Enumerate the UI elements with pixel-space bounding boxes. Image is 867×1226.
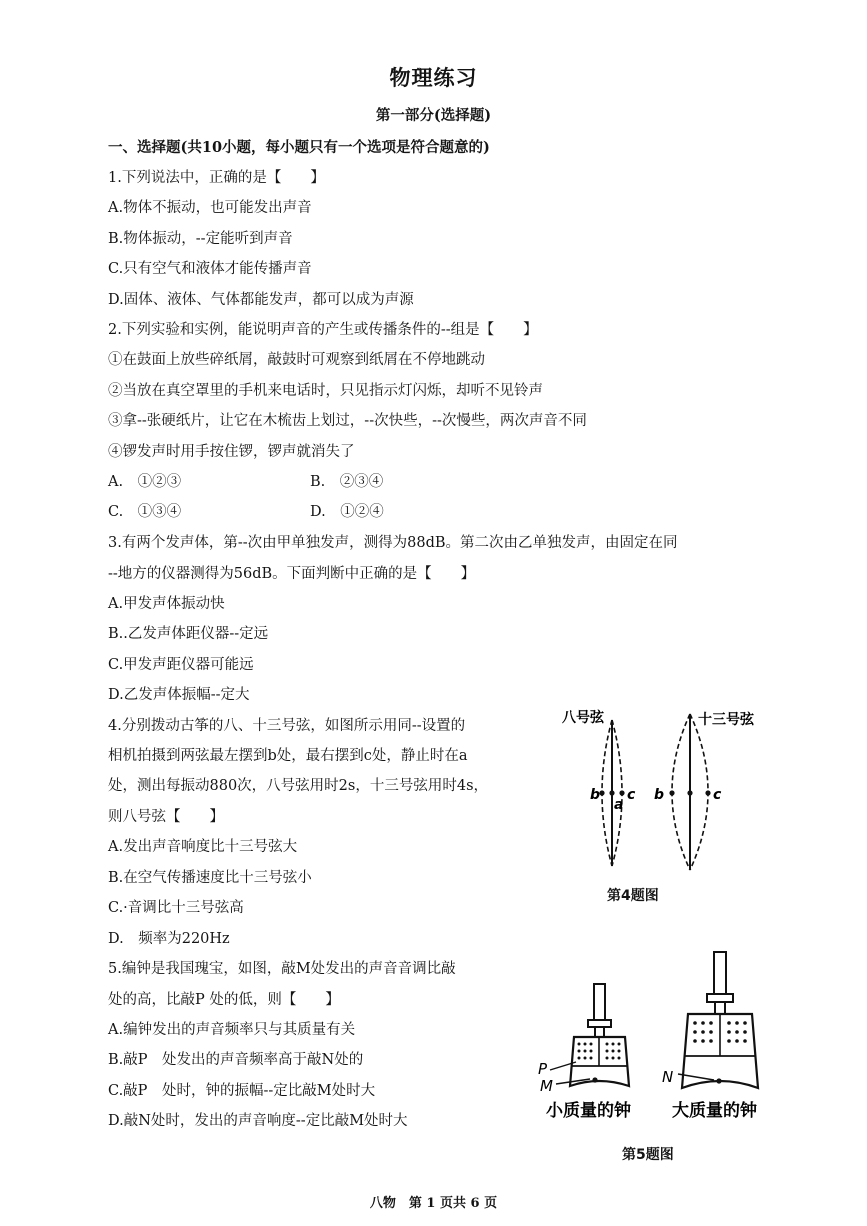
question-2-option-b: B. ②③④ [310, 474, 384, 490]
large-bell-label-n: N [662, 1068, 674, 1086]
question-4-stem-line-1: 4.分别拨动古筝的八、十三号弦，如图所示用同--设置的 [108, 718, 466, 734]
string-thirteen-label-b: b [654, 787, 665, 803]
question-5-option-a: A.编钟发出的声音频率只与其质量有关 [108, 1022, 356, 1038]
question-3-option-d: D.乙发声体振幅--定大 [108, 687, 250, 703]
figure-5-caption: 第5题图 [622, 1147, 674, 1163]
string-eight-point-c [619, 790, 624, 795]
question-2-item-3: ③拿--张硬纸片，让它在木梳齿上划过，--次快些，--次慢些，两次声音不同 [108, 413, 587, 429]
question-3-option-c: C.甲发声距仪器可能远 [108, 657, 254, 673]
question-5-option-c: C.敲P 处时，钟的振幅--定比敲M处时大 [108, 1083, 376, 1099]
question-4-option-c: C.·音调比十三号弦高 [108, 900, 244, 916]
question-2-option-d: D. ①②④ [310, 504, 384, 520]
large-bell-neck [715, 1002, 725, 1014]
string-thirteen-point-b [669, 790, 674, 795]
question-1-stem: 1.下列说法中，正确的是【 】 [108, 170, 325, 186]
question-4-option-b: B.在空气传播速度比十三号弦小 [108, 870, 312, 886]
question-2-stem: 2.下列实验和实例，能说明声音的产生或传播条件的--组是【 】 [108, 322, 538, 338]
question-4-option-d: D. 频率为220Hz [108, 931, 230, 947]
large-bell-caption: 大质量的钟 [672, 1101, 757, 1121]
question-2-option-c: C. ①③④ [108, 504, 182, 520]
small-bell-neck [595, 1027, 604, 1037]
string-eight [562, 709, 636, 866]
string-eight-label-a: a [614, 797, 624, 813]
large-bell [662, 952, 758, 1121]
question-3-option-a: A.甲发声体振动快 [108, 596, 225, 612]
figure-4-strings-diagram [548, 700, 778, 880]
question-5-option-b: B.敲P 处发出的声音频率高于敲N处的 [108, 1052, 364, 1068]
string-thirteen-point-c [705, 790, 710, 795]
string-eight-label-b: b [590, 787, 601, 803]
question-1-option-b: B.物体振动，--定能听到声音 [108, 231, 293, 247]
question-4-option-a: A.发出声音响度比十三号弦大 [108, 839, 298, 855]
string-thirteen-label: 十三号弦 [698, 712, 754, 728]
large-bell-stem [714, 952, 726, 994]
string-eight-point-b [599, 790, 604, 795]
small-bell-label-m: M [540, 1077, 553, 1095]
question-5-stem-line-2: 处的高，比敲P 处的低，则【 】 [108, 992, 340, 1008]
question-5-stem-line-1: 5.编钟是我国瑰宝，如图，敲M处发出的声音音调比敲 [108, 961, 456, 977]
string-thirteen-label-c: c [713, 787, 722, 803]
question-2-item-4: ④锣发声时用手按住锣，锣声就消失了 [108, 444, 355, 460]
large-bell-point-n [716, 1078, 721, 1083]
question-2-item-1: ①在鼓面上放些碎纸屑，敲鼓时可观察到纸屑在不停地跳动 [108, 352, 485, 368]
figure-5-bells-diagram [532, 948, 782, 1133]
small-bell-point-m [592, 1077, 597, 1082]
question-3-option-b: B..乙发声体距仪器--定远 [108, 626, 269, 642]
figure-4-caption: 第4题图 [607, 888, 659, 904]
question-4-stem-line-3: 处，测出每振动880次，八号弦用时2s，十三号弦用时4s， [108, 778, 489, 794]
question-2-item-2: ②当放在真空罩里的手机来电话时，只见指示灯闪烁，却听不见铃声 [108, 383, 543, 399]
small-bell-label-p: P [538, 1060, 548, 1078]
question-4-stem-line-4: 则八号弦【 】 [108, 809, 224, 825]
question-1-option-a: A.物体不振动，也可能发出声音 [108, 200, 312, 216]
question-1-option-d: D.固体、液体、气体都能发声，都可以成为声源 [108, 292, 414, 308]
string-thirteen-point-a [687, 790, 692, 795]
string-eight-label-c: c [627, 787, 636, 803]
question-5-option-d: D.敲N处时，发出的声音响度--定比敲M处时大 [108, 1113, 408, 1129]
page-footer: 八物 第 1 页共 6 页 [369, 1196, 498, 1211]
small-bell [538, 984, 631, 1121]
string-thirteen-right-swing [690, 714, 708, 870]
string-eight-label: 八号弦 [562, 710, 604, 726]
question-2-option-a: A. ①②③ [108, 474, 182, 490]
section-heading: 一、选择题(共10小题，每小题只有一个选项是符合题意的) [108, 139, 490, 156]
small-bell-collar [588, 1020, 611, 1027]
question-3-stem-line-2: --地方的仪器测得为56dB。下面判断中正确的是【 】 [108, 566, 476, 582]
part-subtitle: 第一部分(选择题) [375, 107, 492, 124]
small-bell-stem [594, 984, 605, 1020]
question-3-stem-line-1: 3.有两个发声体，第--次由甲单独发声，测得为88dB。第二次由乙单独发声，由固定在同 [108, 535, 678, 551]
string-thirteen-left-swing [672, 714, 690, 870]
large-bell-collar [707, 994, 733, 1002]
page-title: 物理练习 [389, 65, 478, 90]
small-bell-caption: 小质量的钟 [546, 1101, 631, 1121]
string-thirteen [654, 711, 755, 870]
string-eight-point-a [609, 790, 614, 795]
question-1-option-c: C.只有空气和液体才能传播声音 [108, 261, 312, 277]
question-4-stem-line-2: 相机拍摄到两弦最左摆到b处，最右摆到c处，静止时在a [108, 748, 468, 764]
